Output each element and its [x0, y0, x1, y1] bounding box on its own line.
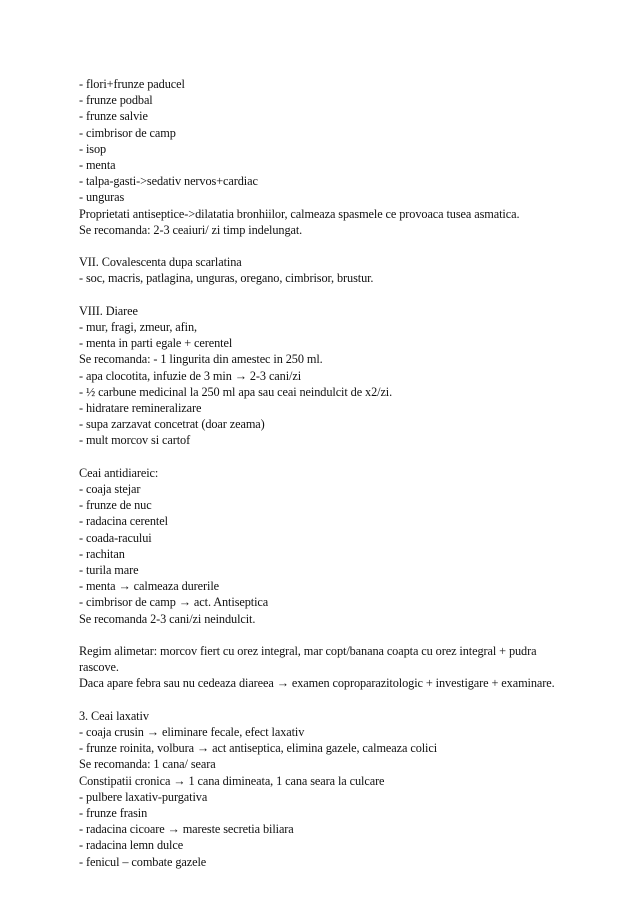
list-item: - frunze roinita, volbura → act antiseptica, elimina gazele, calmeaza colici [79, 741, 438, 756]
list-item: - pulbere laxativ-purgativa [79, 789, 208, 804]
list-item: - menta → calmeaza durerile [79, 579, 219, 594]
list-item: - talpa-gasti->sedativ nervos+cardiac [79, 174, 258, 189]
list-item: - hidratare remineralizare [79, 401, 202, 416]
list-item: - rachitan [79, 546, 125, 561]
list-item: - radacina lemn dulce [79, 838, 184, 853]
list-item: - flori+frunze paducel [79, 77, 185, 91]
list-item: - cimbrisor de camp → act. Antiseptica [79, 595, 269, 610]
spacer [79, 627, 569, 643]
list-item: - menta [79, 158, 116, 173]
list-item: - coaja crusin → eliminare fecale, efect laxativ [79, 725, 305, 740]
spacer [79, 449, 569, 465]
paragraph: Regim alimetar: morcov fiert cu orez integral, mar copt/banana coapta cu orez integral + pudra rascove. [79, 644, 537, 675]
paragraph: Se recomanda: - 1 lingurita din amestec in 250 ml. [79, 352, 323, 367]
list-item: - unguras [79, 190, 125, 205]
list-item: - coaja stejar [79, 482, 141, 497]
paragraph: Se recomanda: 1 cana/ seara [79, 757, 216, 772]
list-item: - mur, fragi, zmeur, afin, [79, 320, 197, 335]
list-item: - cimbrisor de camp [79, 125, 176, 140]
spacer [79, 287, 569, 303]
list-item: - turila mare [79, 563, 139, 578]
list-item: - radacina cicoare → mareste secretia biliara [79, 822, 294, 837]
section-heading: Ceai antidiareic: [79, 465, 159, 480]
paragraph: Se recomanda 2-3 cani/zi neindulcit. [79, 611, 256, 626]
section-heading: 3. Ceai laxativ [79, 708, 149, 723]
paragraph: Daca apare febra sau nu cedeaza diareea → examen coproparazitologic + investigare + examinare. [79, 676, 555, 691]
list-item: - frunze salvie [79, 109, 148, 124]
list-item: - isop [79, 141, 107, 156]
list-item: - frunze de nuc [79, 498, 152, 513]
list-item: - apa clocotita, infuzie de 3 min → 2-3 cani/zi [79, 368, 302, 383]
list-item: - mult morcov si cartof [79, 433, 191, 448]
list-item: - fenicul – combate gazele [79, 854, 207, 869]
list-item: - coada-racului [79, 530, 152, 545]
list-item: - radacina cerentel [79, 514, 168, 529]
spacer [79, 238, 569, 254]
paragraph: Se recomanda: 2-3 ceaiuri/ zi timp indelungat. [79, 222, 303, 237]
section-heading: VII. Covalescenta dupa scarlatina [79, 255, 242, 270]
paragraph: Proprietati antiseptice->dilatatia bronhiilor, calmeaza spasmele ce provoaca tusea asmatica. [79, 206, 520, 221]
section-heading: VIII. Diaree [79, 303, 138, 318]
list-item: - frunze podbal [79, 93, 153, 108]
paragraph: Constipatii cronica → 1 cana dimineata, 1 cana seara la culcare [79, 773, 385, 788]
document-text [79, 76, 569, 870]
spacer [79, 692, 569, 708]
list-item: - menta in parti egale + cerentel [79, 336, 233, 351]
list-item: - ½ carbune medicinal la 250 ml apa sau ceai neindulcit de x2/zi. [79, 384, 393, 399]
list-item: - soc, macris, patlagina, unguras, oregano, cimbrisor, brustur. [79, 271, 374, 286]
list-item: - supa zarzavat concetrat (doar zeama) [79, 417, 265, 432]
list-item: - frunze frasin [79, 806, 148, 821]
